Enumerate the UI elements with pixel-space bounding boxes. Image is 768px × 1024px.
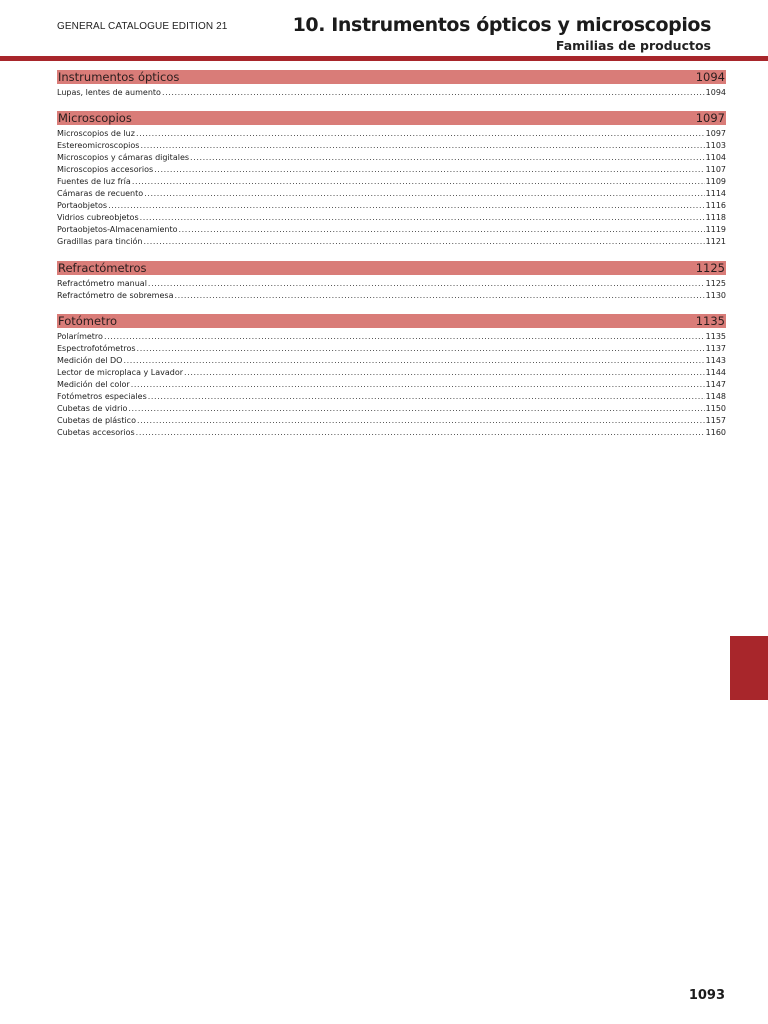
catalogue-edition: GENERAL CATALOGUE EDITION 21 [57,21,228,32]
toc-entry-label: Fotómetros especiales [57,392,147,401]
leader-dots [104,331,705,343]
leader-dots [132,176,705,188]
toc-section-microscopios [57,111,726,248]
leader-dots [140,140,704,152]
leader-dots [154,164,704,176]
toc-entry[interactable] [57,379,726,391]
section-title: Fotómetro [58,314,118,328]
page-number: 1093 [688,988,725,1003]
toc-entry-page: 1121 [705,237,726,246]
section-header[interactable] [57,314,726,328]
toc-entry[interactable] [57,391,726,403]
toc-entry[interactable] [57,415,726,427]
section-header[interactable] [57,111,726,125]
toc-entry-label: Espectrofotómetros [57,344,136,353]
toc-entry-label: Microscopios y cámaras digitales [57,153,190,162]
leader-dots [148,278,705,290]
leader-dots [162,87,705,99]
toc-entry-label: Polarímetro [57,332,103,341]
chapter-side-tab [730,636,768,700]
toc-entry-page: 1116 [705,201,726,210]
toc-entry[interactable] [57,331,726,343]
chapter-title: 10. Instrumentos ópticos y microscopios [292,14,711,36]
toc-entry[interactable] [57,128,726,140]
toc-entry-page: 1094 [705,88,726,97]
toc-entry-page: 1150 [705,404,726,413]
leader-dots [144,188,704,200]
toc-entry-page: 1097 [705,129,726,138]
section-title: Refractómetros [58,261,147,275]
toc-entry[interactable] [57,278,726,290]
toc-entry-label: Cubetas de vidrio [57,404,128,413]
toc-entry[interactable] [57,290,726,302]
toc-entry-page: 1114 [705,189,726,198]
toc-entry-label: Refractómetro manual [57,279,147,288]
section-items [57,128,726,248]
leader-dots [174,290,704,302]
leader-dots [136,128,705,140]
toc-entry[interactable] [57,224,726,236]
toc-entry[interactable] [57,164,726,176]
toc-entry-label: Medición del color [57,380,130,389]
toc-entry-label: Cubetas de plástico [57,416,136,425]
header-rule [0,56,768,61]
toc-entry-label: Medición del DO [57,356,123,365]
section-page: 1125 [695,261,725,275]
toc-entry-label: Portaobjetos [57,201,108,210]
toc-entry-label: Cámaras de recuento [57,189,144,198]
toc-entry-label: Portaobjetos-Almacenamiento [57,225,178,234]
toc-entry-page: 1157 [705,416,726,425]
toc-entry-page: 1148 [705,392,726,401]
leader-dots [136,427,705,439]
toc-entry-page: 1144 [705,368,726,377]
toc-section-fotometro [57,314,726,439]
toc-entry-label: Refractómetro de sobremesa [57,291,174,300]
toc-entry-page: 1137 [705,344,726,353]
toc-entry[interactable] [57,427,726,439]
leader-dots [108,200,705,212]
toc-entry-page: 1118 [705,213,726,222]
toc-entry[interactable] [57,343,726,355]
section-title: Microscopios [58,111,132,125]
toc-entry-label: Microscopios de luz [57,129,135,138]
leader-dots [128,403,704,415]
toc-entry-page: 1160 [705,428,726,437]
leader-dots [179,224,705,236]
section-page: 1097 [695,111,725,125]
section-page: 1094 [695,70,725,84]
leader-dots [148,391,705,403]
section-header[interactable] [57,261,726,275]
toc-entry[interactable] [57,367,726,379]
toc-entry-label: Lector de microplaca y Lavador [57,368,184,377]
leader-dots [137,343,705,355]
toc-entry[interactable] [57,188,726,200]
toc-entry[interactable] [57,200,726,212]
toc-entry-page: 1130 [705,291,726,300]
toc-entry-page: 1147 [705,380,726,389]
toc-entry-page: 1107 [705,165,726,174]
toc-entry[interactable] [57,403,726,415]
leader-dots [140,212,705,224]
toc-entry[interactable] [57,140,726,152]
toc-entry[interactable] [57,176,726,188]
toc-entry-label: Estereomicroscopios [57,141,140,150]
toc-entry-page: 1109 [705,177,726,186]
section-items [57,331,726,439]
toc-entry-page: 1125 [705,279,726,288]
toc-section-refractometros [57,261,726,302]
toc-entry[interactable] [57,152,726,164]
toc-entry-page: 1103 [705,141,726,150]
chapter-subtitle: Familias de productos [555,38,711,53]
leader-dots [137,415,705,427]
toc-section-instrumentos-opticos [57,70,726,99]
toc-entry[interactable] [57,87,726,99]
section-title: Instrumentos ópticos [58,70,180,84]
toc-entry-label: Gradillas para tinción [57,237,143,246]
toc-entry[interactable] [57,212,726,224]
leader-dots [131,379,705,391]
toc-entry-label: Vidrios cubreobjetos [57,213,139,222]
section-header[interactable] [57,70,726,84]
toc-entry-page: 1143 [705,356,726,365]
section-items [57,87,726,99]
toc-entry[interactable] [57,355,726,367]
leader-dots [143,236,704,248]
toc-entry[interactable] [57,236,726,248]
toc-entry-label: Cubetas accesorios [57,428,135,437]
toc-entry-label: Fuentes de luz fría [57,177,131,186]
leader-dots [184,367,705,379]
toc-entry-page: 1119 [705,225,726,234]
toc-entry-page: 1135 [705,332,726,341]
leader-dots [123,355,704,367]
toc-entry-label: Microscopios accesorios [57,165,154,174]
section-items [57,278,726,302]
leader-dots [190,152,705,164]
toc-entry-label: Lupas, lentes de aumento [57,88,161,97]
section-page: 1135 [695,314,725,328]
toc-entry-page: 1104 [705,153,726,162]
